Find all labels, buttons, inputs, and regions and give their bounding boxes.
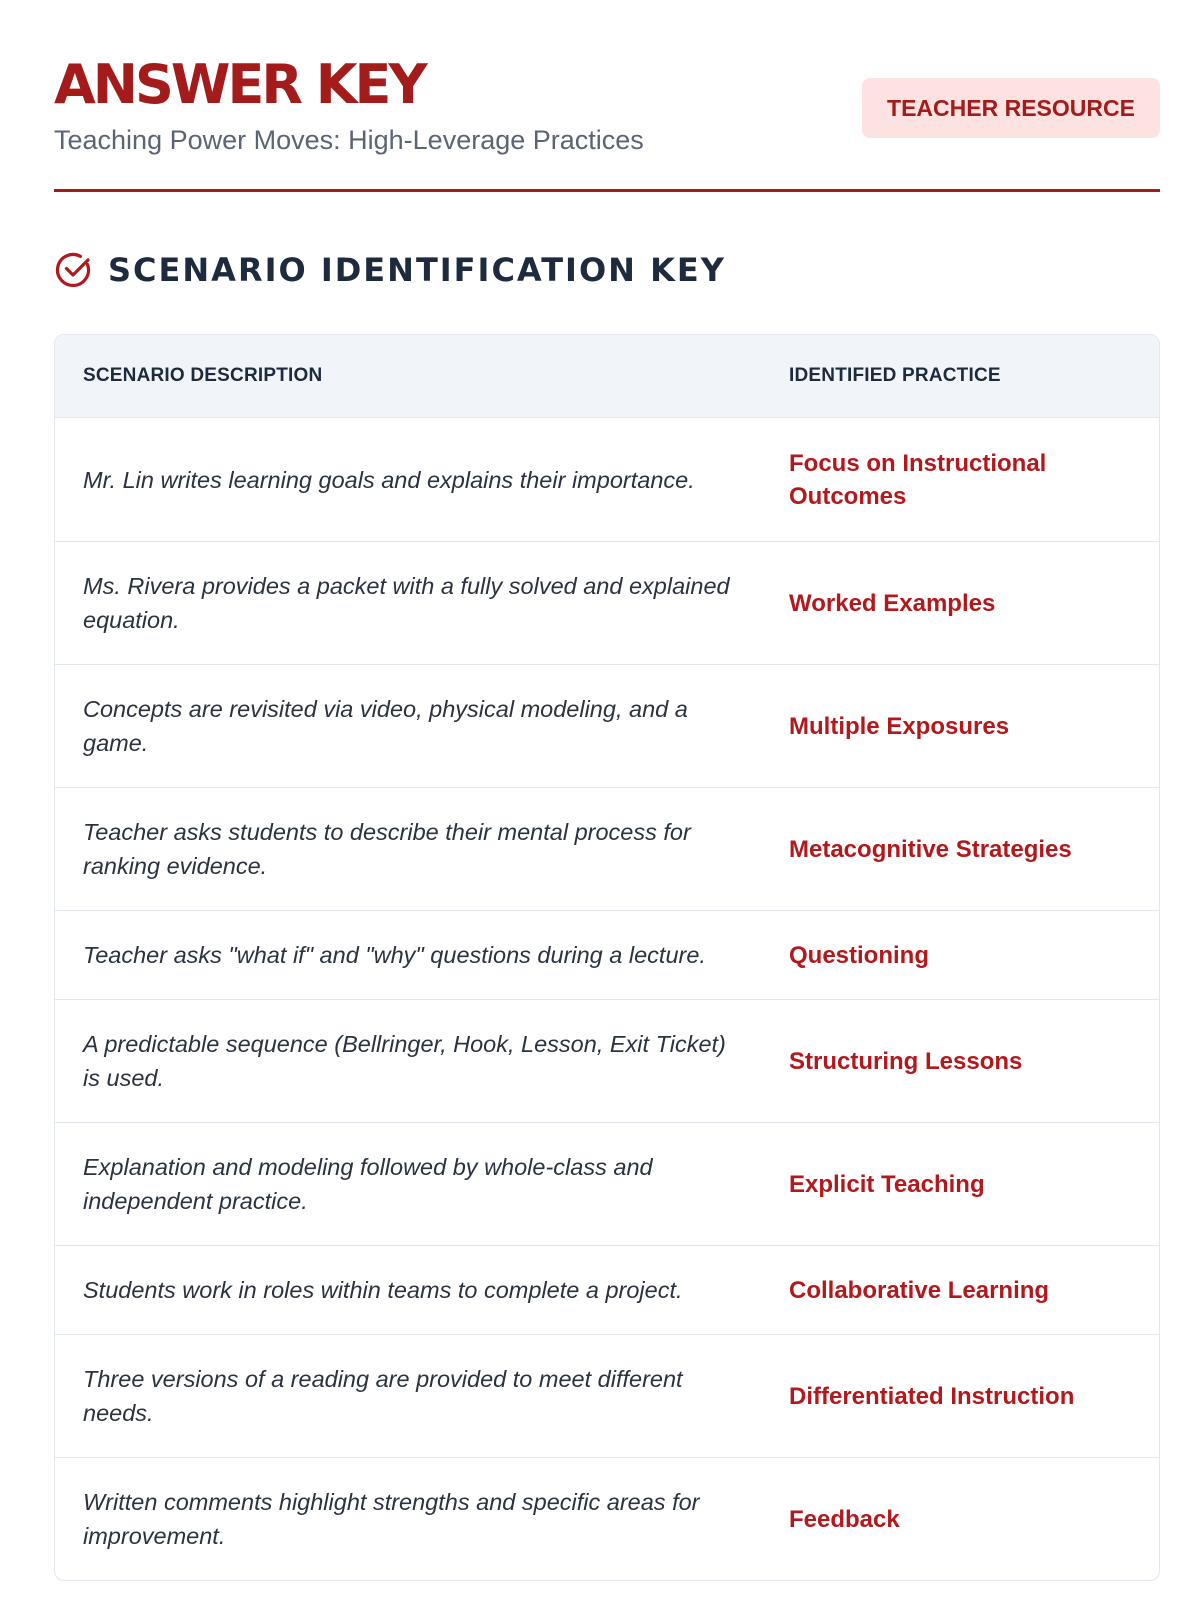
teacher-resource-badge: TEACHER RESOURCE (862, 78, 1160, 138)
identified-practice: Structuring Lessons (789, 1047, 1023, 1075)
identified-practice: Focus on Instructional Outcomes (789, 449, 1047, 510)
identified-practice: Feedback (789, 1505, 900, 1533)
identified-practice: Differentiated Instruction (789, 1382, 1075, 1410)
identified-practice: Explicit Teaching (789, 1170, 985, 1198)
column-header-scenario: SCENARIO DESCRIPTION (83, 365, 323, 386)
page-title: ANSWER KEY (54, 53, 425, 116)
scenario-description: Written comments highlight strengths and specific areas for improvement. (83, 1489, 700, 1549)
scenario-description: Three versions of a reading are provided to meet different needs. (83, 1366, 683, 1426)
identified-practice: Collaborative Learning (789, 1276, 1050, 1304)
identified-practice: Worked Examples (789, 589, 996, 617)
table-row (55, 999, 1159, 1122)
scenario-description: Ms. Rivera provides a packet with a fully solved and explained equation. (83, 573, 730, 633)
scenario-description: Mr. Lin writes learning goals and explains their importance. (83, 466, 695, 493)
answer-key-page (54, 52, 1160, 1549)
scenario-description: Explanation and modeling followed by whole-class and independent practice. (83, 1154, 653, 1214)
section-heading (54, 248, 726, 292)
table-row (55, 541, 1159, 664)
identified-practice: Questioning (789, 941, 929, 969)
scenario-description: Teacher asks "what if" and "why" questions during a lecture. (83, 942, 706, 968)
table-header (55, 335, 1159, 418)
table-row (55, 1457, 1159, 1580)
section-title: SCENARIO IDENTIFICATION KEY (108, 251, 726, 289)
table-row (55, 787, 1159, 910)
table-row (55, 1245, 1159, 1334)
scenario-key-table (54, 334, 1160, 1581)
scenario-description: Teacher asks students to describe their mental process for ranking evidence. (83, 819, 691, 879)
table-row (55, 418, 1159, 541)
table-body (55, 418, 1159, 1580)
table-row (55, 1122, 1159, 1245)
page-header (54, 52, 1160, 192)
scenario-description: A predictable sequence (Bellringer, Hook, Lesson, Exit Ticket) is used. (83, 1031, 726, 1091)
scenario-description: Concepts are revisited via video, physical modeling, and a game. (83, 696, 688, 756)
page-subtitle: Teaching Power Moves: High-Leverage Practices (54, 125, 644, 155)
check-circle-icon (54, 250, 94, 290)
table-row (55, 1334, 1159, 1457)
table-row (55, 664, 1159, 787)
column-header-practice: IDENTIFIED PRACTICE (789, 365, 1001, 386)
table-row (55, 910, 1159, 999)
identified-practice: Multiple Exposures (789, 712, 1010, 740)
scenario-description: Students work in roles within teams to complete a project. (83, 1277, 683, 1303)
identified-practice: Metacognitive Strategies (789, 835, 1072, 863)
